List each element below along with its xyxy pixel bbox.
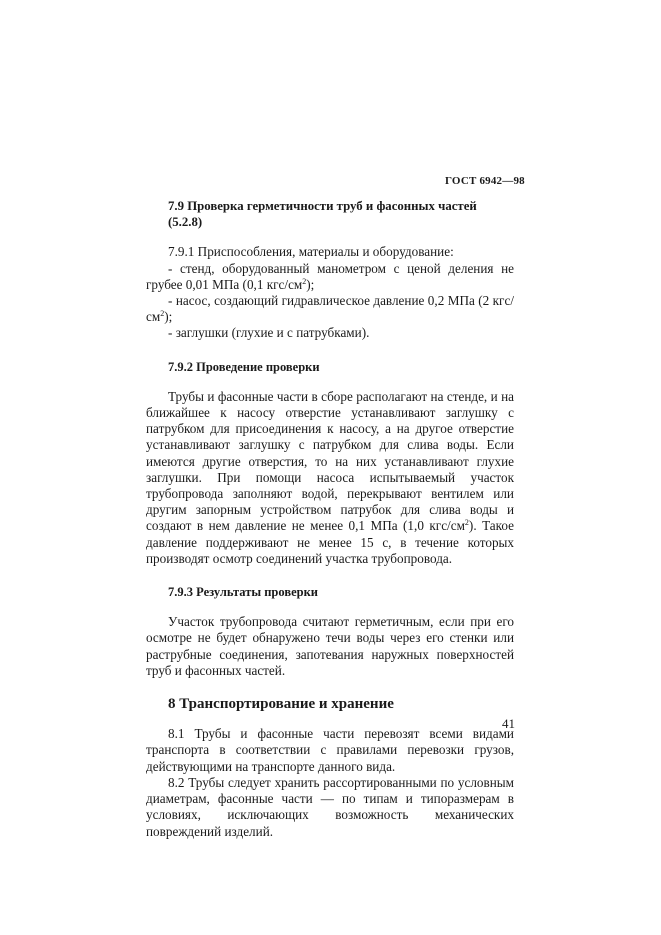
page-number: 41 <box>502 716 515 731</box>
paragraph-7-9-2-body <box>146 389 514 567</box>
section-7-9-heading: 7.9 Проверка герметичности труб и фасонных частей (5.2.8) <box>168 199 477 230</box>
paragraph-7-9-2-text: Трубы и фасонные части в сборе располагают на стенде, и на ближайшее к насосу отверстие устанавливают заглушку с патрубком для присоединения к насосу, а на другое отверстие устанавливают заглушку с патрубком для слива воды. Если имеются другие отверстия, то на них устанавливают глухие заглушки. При помощи насоса испытываемый участок трубопровода заполняют водой, перекрывают вентилем или другим запорным устройством патрубок для слива воды и создают в нем давление не менее 0,1 МПа (1,0 кгс/см <box>146 388 514 534</box>
list-item-pump-tail: ); <box>164 309 173 325</box>
section-7-9-2-heading: 7.9.2 Проведение проверки <box>168 359 320 374</box>
superscript-2: 2 <box>160 309 165 319</box>
list-item-stand-text: - стенд, оборудованный манометром с ценой деления не грубее 0,01 МПа (0,1 кгс/см <box>146 260 514 292</box>
standard-header: ГОСТ 6942—98 <box>445 175 525 187</box>
superscript-2: 2 <box>464 518 469 528</box>
paragraph-7-9-1-intro: 7.9.1 Приспособления, материалы и оборудование: <box>168 244 454 260</box>
list-item-stand-tail: ); <box>306 276 315 292</box>
section-7-9-3-heading: 7.9.3 Результаты проверки <box>168 585 318 600</box>
paragraph-8-1: 8.1 Трубы и фасонные части перевозят всеми видами транспорта в соответствии с правилами перевозки грузов, действующими на транспорте данного вида. <box>146 726 514 774</box>
list-item-stand <box>146 261 514 293</box>
section-8-heading: 8 Транспортирование и хранение <box>168 696 394 713</box>
list-item-pump <box>146 293 514 325</box>
paragraph-7-9-3-body: Участок трубопровода считают герметичным, если при его осмотре не будет обнаружено течи воды через его стенки или раструбные соединения, запотевания наружных поверхностей труб и фасонных частей. <box>146 614 514 678</box>
paragraph-8-2: 8.2 Трубы следует хранить рассортированными по условным диаметрам, фасонные части — по типам и типоразмерам в условиях, исключающих возможность механических повреждений изделий. <box>146 774 514 839</box>
paragraph-7-9-2-tail: ). Такое давление поддерживают не менее 15 с, в течение которых производят осмотр соединений участка трубопровода. <box>146 518 514 566</box>
list-item-plugs: - заглушки (глухие и с патрубками). <box>168 325 370 341</box>
list-item-pump-text: - насос, создающий гидравлическое давление 0,2 МПа (2 кгс/см <box>146 293 514 325</box>
superscript-2: 2 <box>302 276 307 286</box>
page-content <box>146 198 514 840</box>
